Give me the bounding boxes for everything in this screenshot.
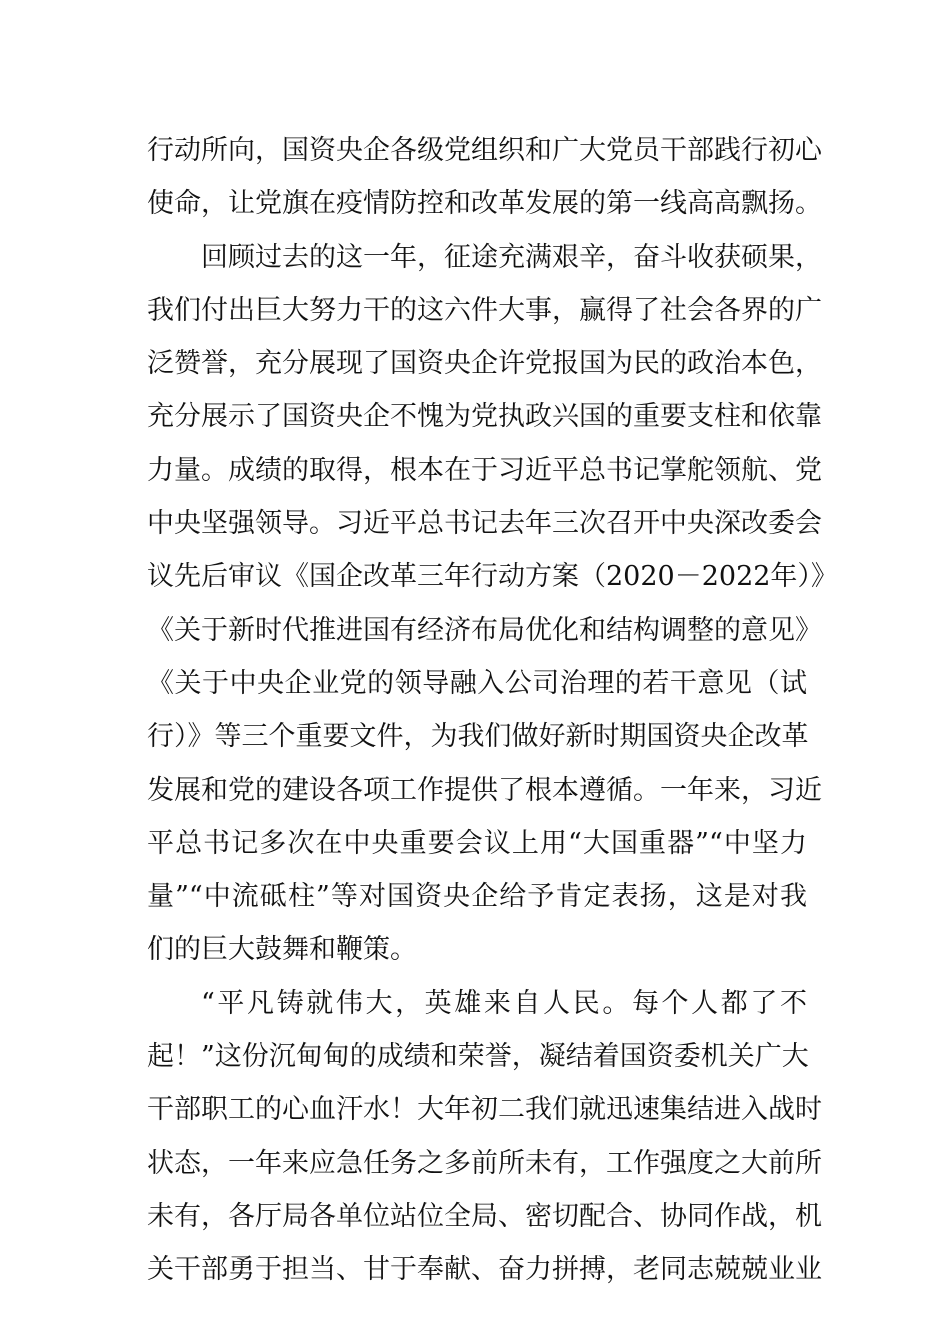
text-line: 状态，一年来应急任务之多前所未有，工作强度之大前所 xyxy=(147,1147,822,1179)
text-line: 行）》等三个重要文件，为我们做好新时期国资央企改革 xyxy=(147,721,809,753)
body-text xyxy=(147,124,838,1297)
paragraph-start-line: “平凡铸就伟大，英雄来自人民。每个人都了不 xyxy=(201,987,807,1019)
text-line: 《关于新时代推进国有经济布局优化和结构调整的意见》 xyxy=(147,614,822,646)
text-line: 力量。成绩的取得，根本在于习近平总书记掌舵领航、党 xyxy=(147,454,822,486)
text-line: 们的巨大鼓舞和鞭策。 xyxy=(147,934,417,966)
text-line: 中央坚强领导。习近平总书记去年三次召开中央深改委会 xyxy=(147,508,822,540)
text-line: 起！”这份沉甸甸的成绩和荣誉，凝结着国资委机关广大 xyxy=(147,1041,809,1073)
text-line: 充分展示了国资央企不愧为党执政兴国的重要支柱和依靠 xyxy=(147,401,822,433)
text-line: 行动所向，国资央企各级党组织和广大党员干部践行初心 xyxy=(147,135,822,166)
text-line: 量”“中流砥柱”等对国资央企给予肯定表扬，这是对我 xyxy=(147,881,807,913)
paragraph-start-line: 回顾过去的这一年，征途充满艰辛，奋斗收获硕果， xyxy=(201,241,822,273)
text-line: 平总书记多次在中央重要会议上用“大国重器”“中坚力 xyxy=(147,827,807,859)
text-line: 议先后审议《国企改革三年行动方案（2020－2022年）》 xyxy=(147,561,838,593)
text-line: 发展和党的建设各项工作提供了根本遵循。一年来，习近 xyxy=(147,774,822,806)
text-line: 《关于中央企业党的领导融入公司治理的若干意见（试 xyxy=(147,667,807,699)
text-line: 我们付出巨大努力干的这六件大事，赢得了社会各界的广 xyxy=(147,294,822,326)
text-line: 使命，让党旗在疫情防控和改革发展的第一线高高飘扬。 xyxy=(147,188,822,220)
text-line: 泛赞誉，充分展现了国资央企许党报国为民的政治本色， xyxy=(147,348,822,380)
text-line: 未有，各厅局各单位站位全局、密切配合、协同作战，机 xyxy=(147,1200,822,1232)
text-line: 干部职工的心血汗水！大年初二我们就迅速集结进入战时 xyxy=(147,1094,822,1126)
text-line: 关干部勇于担当、甘于奉献、奋力拼搏，老同志兢兢业业 xyxy=(147,1254,822,1286)
